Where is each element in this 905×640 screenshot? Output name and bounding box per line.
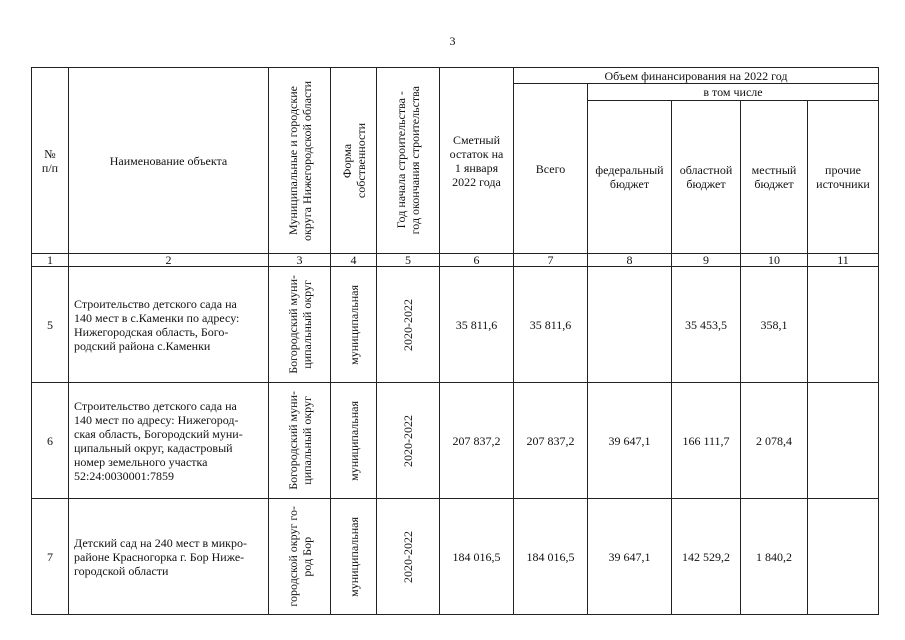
header-total: Всего (514, 84, 588, 254)
header-name: Наименование объекта (69, 68, 269, 254)
object-name: Строительство детского сада на 140 мест по адресу: Нижегород- ская область, Богородский муни- ципальный округ, кадастровый номер земельного участка 52:24:0030001:7859 (69, 383, 269, 499)
header-ownership: Форма собственности (331, 68, 377, 254)
column-number: 1 (32, 254, 69, 267)
header-other: прочие источники (808, 101, 879, 254)
total-cell: 207 837,2 (514, 383, 588, 499)
column-number: 2 (69, 254, 269, 267)
header-regional: областной бюджет (672, 101, 741, 254)
local-cell: 1 840,2 (741, 499, 808, 615)
column-number: 5 (377, 254, 440, 267)
header-including: в том числе (588, 84, 879, 101)
regional-cell: 35 453,5 (672, 267, 741, 383)
ownership-cell: муниципальная (331, 383, 377, 499)
funding-table (31, 67, 879, 615)
estimate-cell: 207 837,2 (440, 383, 514, 499)
ownership-cell: муниципальная (331, 499, 377, 615)
object-name: Строительство детского сада на 140 мест в с.Каменки по адресу: Нижегородская область, Бого- родский района с.Каменки (69, 267, 269, 383)
column-number: 6 (440, 254, 514, 267)
estimate-cell: 35 811,6 (440, 267, 514, 383)
column-number: 9 (672, 254, 741, 267)
header-years: Год начала строительства - год окончания строительства (377, 68, 440, 254)
years-cell: 2020-2022 (377, 499, 440, 615)
ownership-cell: муниципальная (331, 267, 377, 383)
regional-cell: 166 111,7 (672, 383, 741, 499)
header-federal: федеральный бюджет (588, 101, 672, 254)
column-number: 3 (269, 254, 331, 267)
other-cell (808, 267, 879, 383)
local-cell: 2 078,4 (741, 383, 808, 499)
row-num: 7 (32, 499, 69, 615)
federal-cell (588, 267, 672, 383)
column-number: 10 (741, 254, 808, 267)
total-cell: 184 016,5 (514, 499, 588, 615)
federal-cell: 39 647,1 (588, 499, 672, 615)
header-local: местный бюджет (741, 101, 808, 254)
regional-cell: 142 529,2 (672, 499, 741, 615)
header-district: Муниципальные и городские округа Нижегородской области (269, 68, 331, 254)
years-cell: 2020-2022 (377, 267, 440, 383)
page-number: 3 (449, 34, 456, 48)
district-cell: городской округ го- род Бор (269, 499, 331, 615)
table-row (32, 267, 879, 383)
table-row (32, 383, 879, 499)
column-number: 11 (808, 254, 879, 267)
row-num: 5 (32, 267, 69, 383)
local-cell: 358,1 (741, 267, 808, 383)
object-name: Детский сад на 240 мест в микро- районе Красногорка г. Бор Ниже- городской области (69, 499, 269, 615)
other-cell (808, 499, 879, 615)
column-number: 4 (331, 254, 377, 267)
header-funding-group: Объем финансирования на 2022 год (514, 68, 879, 84)
total-cell: 35 811,6 (514, 267, 588, 383)
header-estimate: Сметный остаток на 1 января 2022 года (440, 68, 514, 254)
column-number: 7 (514, 254, 588, 267)
years-cell: 2020-2022 (377, 383, 440, 499)
federal-cell: 39 647,1 (588, 383, 672, 499)
row-num: 6 (32, 383, 69, 499)
column-number: 8 (588, 254, 672, 267)
estimate-cell: 184 016,5 (440, 499, 514, 615)
table-row (32, 499, 879, 615)
header-num: № п/п (32, 68, 69, 254)
district-cell: Богородский муни- ципальный округ (269, 383, 331, 499)
district-cell: Богородский муни- ципальный округ (269, 267, 331, 383)
other-cell (808, 383, 879, 499)
